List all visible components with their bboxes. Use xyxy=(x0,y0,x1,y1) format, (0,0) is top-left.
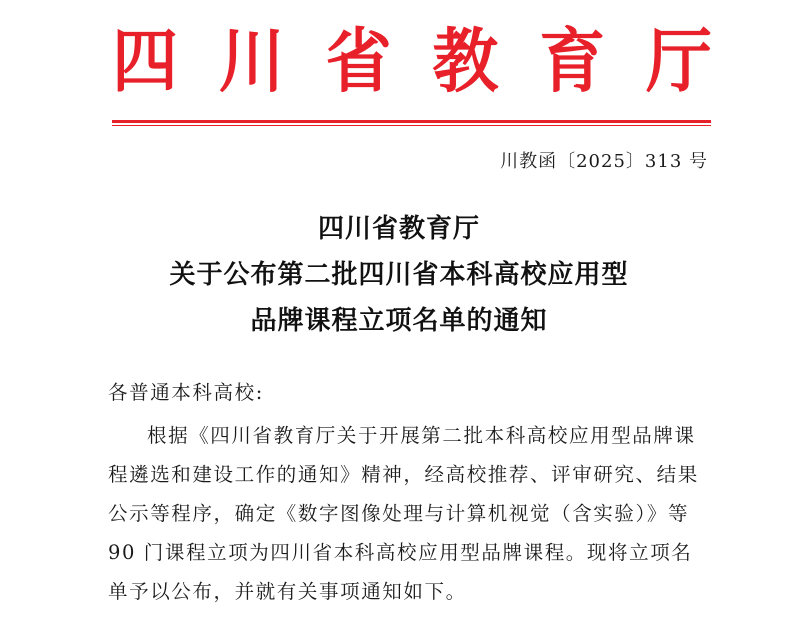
letterhead-char: 育 xyxy=(539,21,606,102)
title-line-3: 品牌课程立项名单的通知 xyxy=(250,306,548,336)
letterhead-title xyxy=(112,22,712,102)
paragraph-line: 单予以公布，并就有关事项通知如下。 xyxy=(108,580,467,603)
letterhead-char: 省 xyxy=(325,21,392,102)
document-number: 川教函〔2025〕313 号 xyxy=(500,151,708,172)
paragraph-line: 90 门课程立项为四川省本科高校应用型品牌课程。现将立项名 xyxy=(108,541,693,564)
letterhead-char: 四 xyxy=(112,21,178,102)
title-line-1: 四川省教育厅 xyxy=(317,214,480,244)
letterhead-char: 厅 xyxy=(645,21,712,102)
letterhead-rule-thick xyxy=(112,120,711,123)
paragraph-line: 公示等程序，确定《数字图像处理与计算机视觉（含实验）》等 xyxy=(108,502,690,525)
document-title xyxy=(0,206,798,344)
title-line-2: 关于公布第二批四川省本科高校应用型 xyxy=(169,260,629,290)
salutation: 各普通本科高校: xyxy=(108,381,264,404)
letterhead-char: 川 xyxy=(218,21,285,102)
paragraph-line: 根据《四川省教育厅关于开展第二批本科高校应用型品牌课 xyxy=(147,424,696,447)
letterhead-char: 教 xyxy=(432,21,499,102)
letterhead-rule-thin xyxy=(112,125,711,126)
paragraph-line: 程遴选和建设工作的通知》精神，经高校推荐、评审研究、结果 xyxy=(108,463,699,486)
